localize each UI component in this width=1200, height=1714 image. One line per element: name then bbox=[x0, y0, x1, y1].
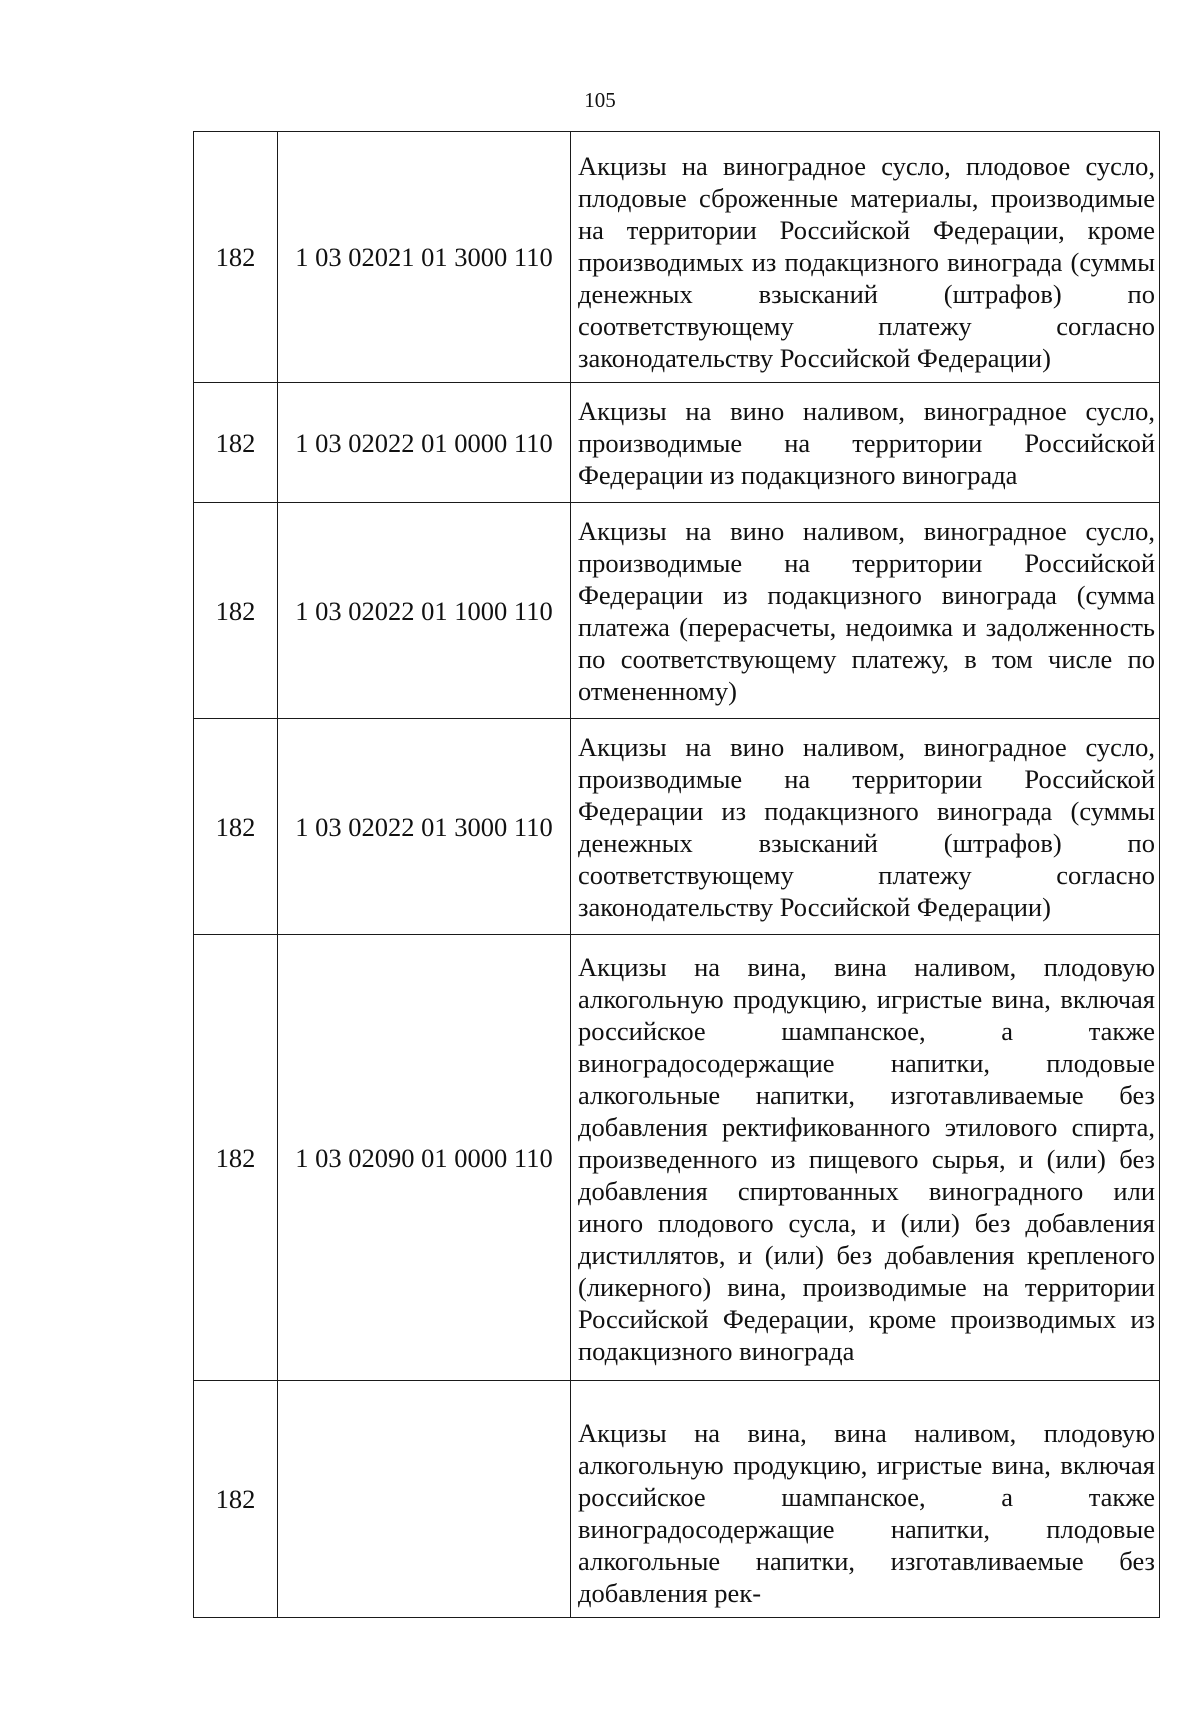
table-row bbox=[194, 935, 1160, 1381]
payer-code-cell: 182 bbox=[194, 503, 278, 719]
payer-code-cell: 182 bbox=[194, 383, 278, 503]
income-name-cell: Акцизы на вина, вина наливом, плодовую алкогольную продукцию, игристые вина, включая российское шампанское, а также виноградосодержащие напитки, плодовые алкогольные напитки, изготавливаемые без добавления рек- bbox=[571, 1381, 1160, 1618]
budget-code-cell: 1 03 02090 01 0000 110 bbox=[278, 935, 571, 1381]
table-row bbox=[194, 383, 1160, 503]
payer-code-cell: 182 bbox=[194, 935, 278, 1381]
income-name-cell: Акцизы на вино наливом, виноградное сусло, производимые на территории Российской Федерации из подакцизного винограда (сумма платежа (перерасчеты, недоимка и задолженность по соответствующему платежу, в том числе по отмененному) bbox=[571, 503, 1160, 719]
budget-code-cell: 1 03 02022 01 1000 110 bbox=[278, 503, 571, 719]
income-codes-table bbox=[193, 131, 1160, 1618]
table-row bbox=[194, 132, 1160, 383]
page-number: 105 bbox=[584, 88, 616, 112]
table-row bbox=[194, 1381, 1160, 1618]
budget-code-cell: 1 03 02021 01 3000 110 bbox=[278, 132, 571, 383]
income-name-cell: Акцизы на вино наливом, виноградное сусло, производимые на территории Российской Федерации из подакцизного винограда bbox=[571, 383, 1160, 503]
income-name-cell: Акцизы на виноградное сусло, плодовое сусло, плодовые сброженные материалы, производимые на территории Российской Федерации, кроме производимых из подакцизного винограда (суммы денежных взысканий (штрафов) по соответствующему платежу согласно законодательству Российской Федерации) bbox=[571, 132, 1160, 383]
payer-code-cell: 182 bbox=[194, 1381, 278, 1618]
payer-code-cell: 182 bbox=[194, 719, 278, 935]
budget-code-cell: 1 03 02022 01 0000 110 bbox=[278, 383, 571, 503]
table-row bbox=[194, 719, 1160, 935]
budget-code-cell: 1 03 02022 01 3000 110 bbox=[278, 719, 571, 935]
payer-code-cell: 182 bbox=[194, 132, 278, 383]
income-name-cell: Акцизы на вино наливом, виноградное сусло, производимые на территории Российской Федерации из подакцизного винограда (суммы денежных взысканий (штрафов) по соответствующему платежу согласно законодательству Российской Федерации) bbox=[571, 719, 1160, 935]
income-name-cell: Акцизы на вина, вина наливом, плодовую алкогольную продукцию, игристые вина, включая российское шампанское, а также виноградосодержащие напитки, плодовые алкогольные напитки, изготавливаемые без добавления ректификованного этилового спирта, произведенного из пищевого сырья, и (или) без добавления спиртованных виноградного или иного плодового сусла, и (или) без добавления дистиллятов, и (или) без добавления крепленого (ликерного) вина, производимые на территории Российской Федерации, кроме производимых из подакцизного винограда bbox=[571, 935, 1160, 1381]
budget-code-cell bbox=[278, 1381, 571, 1618]
table-row bbox=[194, 503, 1160, 719]
